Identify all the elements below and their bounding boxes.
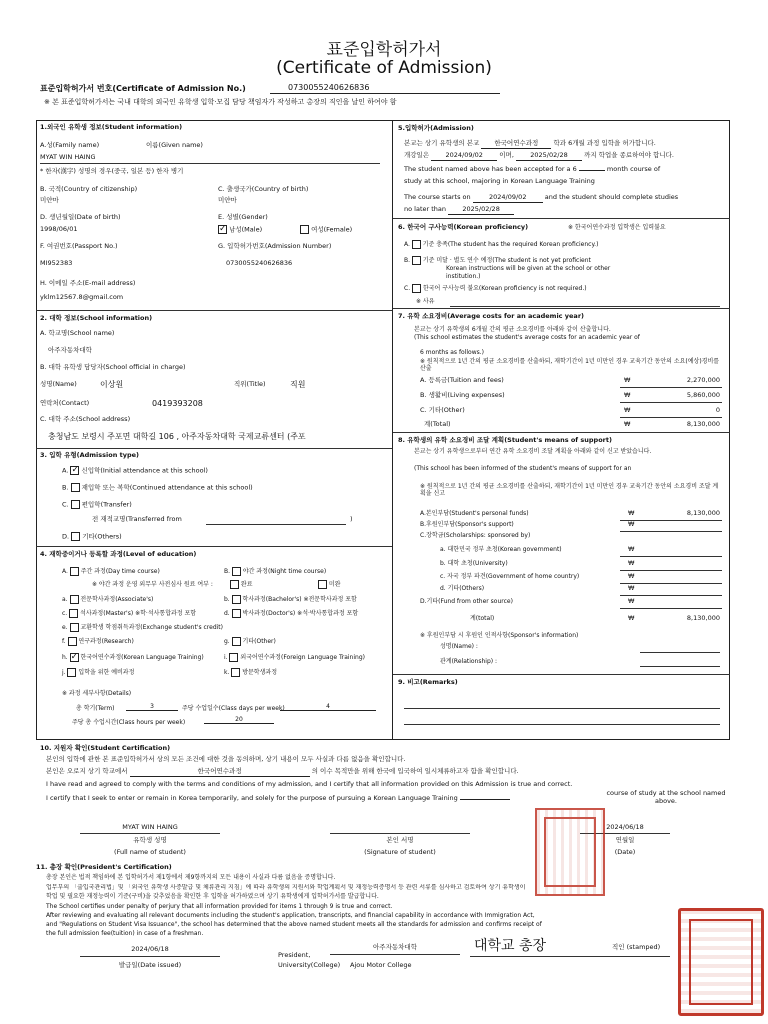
- admission-en3: The course starts on 2024/09/02 and the student should complete studies: [404, 193, 679, 201]
- currency-symbol: ₩: [628, 520, 635, 528]
- rule: [620, 520, 722, 521]
- rule: [620, 417, 722, 418]
- official-label: B. 대학 유학생 담당자(School official in charge): [40, 363, 186, 371]
- admission-no-label: 표준입학허가서 번호(Certificate of Admission No.): [40, 84, 246, 93]
- college-seal-stamp: [535, 808, 605, 896]
- support-total-label: 계(total): [470, 615, 495, 622]
- paren: ): [350, 515, 353, 523]
- other-fund-label: D.기타(Fund from other source): [420, 598, 513, 605]
- pres-en-1: The School certifies under penalty of perjury that all information provided for items 1 through 9 is true and correct.: [46, 903, 393, 910]
- edu-day: A. 주간 과정(Day time course): [62, 568, 160, 575]
- section11-heading: 11. 총장 확인(President's Certification): [36, 863, 172, 871]
- currency-symbol: ₩: [628, 509, 635, 517]
- admission-en2: study at this school, majoring in Korean Language Training: [404, 177, 595, 185]
- reason-label: ※ 사유: [416, 298, 435, 305]
- pres-en-4: the full admission fee(tuition) in case of a freshman.: [46, 930, 204, 937]
- sig-caption-ko: 본인 서명: [386, 836, 414, 844]
- sponsor-name-label: 성명(Name) :: [440, 643, 478, 650]
- rule: [620, 595, 722, 596]
- section5-heading: 5.입학허가(Admission): [398, 124, 474, 132]
- passport-value: MI952383: [40, 259, 73, 267]
- proficiency-b2: Korean instructions will be given at the school or other: [446, 265, 611, 272]
- section2-heading: 2. 대학 정보(School information): [40, 314, 153, 322]
- rule: [640, 652, 720, 653]
- currency-symbol: ₩: [628, 545, 635, 553]
- currency-symbol: ₩: [624, 376, 631, 384]
- personal-funds-label: A.본인부담(Student's personal funds): [420, 510, 529, 517]
- details-label: ※ 과정 세부사항(Details): [62, 690, 132, 697]
- checkbox-continued[interactable]: [71, 483, 80, 492]
- scholarship-others: d. 기타(Others): [440, 585, 485, 592]
- rule: [620, 608, 722, 609]
- edu-other: g. 기타(Other): [224, 638, 276, 645]
- column-divider: [392, 120, 393, 740]
- rule: [450, 306, 720, 307]
- cert-en-2b: course of study at the school named above.: [606, 789, 726, 805]
- edu-research: f. 연구과정(Research): [62, 638, 134, 645]
- divider: [36, 448, 392, 449]
- official-name-value: 이상원: [100, 380, 124, 389]
- checkbox-prep[interactable]: [67, 668, 76, 677]
- living-value: 5,860,000: [686, 391, 720, 399]
- admission-type-d: D. 기타(Others): [62, 532, 122, 541]
- edu-prep: j. 입학을 위한 예비과정: [62, 669, 135, 676]
- rule: [620, 583, 722, 584]
- checkbox-assoc[interactable]: [70, 595, 79, 604]
- checkbox-doctor[interactable]: [232, 609, 241, 618]
- issue-date-label: 발급일(Date issued): [118, 961, 182, 969]
- passport-label: F. 여권번호(Passport No.): [40, 242, 118, 250]
- email-label: H. 이메일 주소(E-mail address): [40, 279, 136, 287]
- email-value: yklm12567.8@gmail.com: [40, 293, 124, 301]
- scholarship-label: C.장학금(Scholarships: sponsored by): [420, 532, 531, 539]
- student-name-sign: MYAT WIN HAING: [122, 823, 178, 831]
- rule: [640, 666, 720, 667]
- divider: [393, 674, 730, 675]
- term-value: 3: [126, 703, 178, 711]
- edu-master: c. 석사과정(Master's) ※학·석사통합과정 포함: [62, 610, 197, 617]
- sponsor-info-label: ※ 후원인부담 시 후원인 인적사항(Sponsor's information): [420, 632, 579, 639]
- rule: [620, 387, 722, 388]
- school-address-label: C. 대학 주소(School address): [40, 415, 131, 423]
- admission-en1: The student named above has been accepted for a 6 month course of: [404, 165, 661, 173]
- divider: [393, 432, 730, 433]
- pres-en-3: and "Regulations on Student Visa Issuance", the school has determined that the above named student meets all the standards for admission and confirms receipt of: [46, 921, 542, 928]
- pres-en-2: After reviewing and evaluating all relevant documents including the student's application, transcripts, and financial capability in accordance with Immigration Act,: [46, 912, 535, 919]
- edu-korean: h. ✓ 한국어연수과정(Korean Language Training): [62, 653, 204, 662]
- personal-funds-value: 8,130,000: [686, 509, 720, 517]
- checkbox-others[interactable]: [71, 532, 80, 541]
- edu-visiting: k. 방문학생과정: [224, 669, 277, 676]
- other-cost-value: 0: [715, 406, 720, 414]
- official-title-label: 직위(Title): [234, 380, 266, 388]
- costs-p3: 6 months as follows.): [420, 349, 485, 356]
- birth-country-value: 미얀마: [218, 196, 237, 204]
- citizenship-label: B. 국적(Country of citizenship): [40, 185, 138, 193]
- night-notdone: 미완: [318, 580, 341, 589]
- divider: [393, 218, 730, 219]
- cert-ko-2: 본인은 오로지 상기 학교에서 한국어연수과정 의 이수 목적만을 위해 한국에 입국하여 일시체류하고자 함을 확인합니다.: [46, 767, 519, 775]
- sponsor-label: B.후원인부담(Sponsor's support): [420, 521, 514, 528]
- checkbox-korean[interactable]: [70, 653, 79, 662]
- divider: [36, 546, 392, 547]
- rule: [620, 531, 722, 532]
- issue-date: 2024/06/18: [131, 945, 169, 953]
- surname-label: A.성(Family name): [40, 141, 100, 149]
- checkbox-male[interactable]: [218, 225, 227, 234]
- support-note: ※ 원칙적으로 1년 간의 평균 소요경비를 산출하되, 재학기간이 1년 미만인 경우 교육기간 동안의 소요경비 조달 계획을 신고: [420, 483, 719, 498]
- checkbox-proficient[interactable]: [412, 240, 421, 249]
- date-caption-ko: 연월일: [615, 836, 635, 844]
- edu-exchange: e. 교환학생 학점취득과정(Exchange student's credit): [62, 624, 223, 631]
- living-label: B. 생활비(Living expenses): [420, 391, 505, 399]
- section1-heading: 1.외국인 유학생 정보(Student information): [40, 123, 183, 131]
- currency-symbol: ₩: [628, 572, 635, 580]
- university-label: University(College): [278, 961, 341, 969]
- contact-label: 연락처(Contact): [40, 399, 90, 407]
- rule: [404, 708, 720, 709]
- scholarship-home: c. 자국 정부 파견(Government of home country): [440, 573, 580, 580]
- costs-note: ※ 원칙적으로 1년 간의 평균 소요경비를 산출하되, 재학기간이 1년 미만인 경우 교육기간 동안의 소요(예상)경비를 산출: [420, 358, 720, 373]
- section8-heading: 8. 유학생의 유학 소요경비 조달 계획(Student's means of support): [398, 436, 612, 444]
- costs-p2: (This school estimates the student's average costs for an academic year of: [414, 334, 640, 341]
- edu-assoc: a. 전문학사과정(Associate's): [62, 596, 154, 603]
- birth-country-label: C. 출생국가(Country of birth): [218, 185, 309, 193]
- checkbox-notdone[interactable]: [318, 580, 327, 589]
- section3-heading: 3. 입학 유형(Admission type): [40, 451, 139, 459]
- checkbox-female[interactable]: [300, 225, 309, 234]
- pres-ko-3: 학업 및 필요한 재정능력이 기준(구비)을 갖추었음을 확인한 후 입학을 허가하였으며 상기 유학생에게 입학허가서를 발급합니다.: [46, 893, 379, 900]
- scholarship-gov: a. 대한민국 정부 초청(Korean government): [440, 546, 562, 553]
- school-name-value: 아주자동차대학: [48, 346, 92, 354]
- date-caption-en: (Date): [614, 848, 636, 856]
- section4-heading: 4. 재학중이거나 등록할 과정(Level of education): [40, 550, 197, 558]
- night-done: 완료: [230, 580, 253, 589]
- currency-symbol: ₩: [628, 597, 635, 605]
- checkbox-not-required[interactable]: [412, 284, 421, 293]
- currency-symbol: ₩: [624, 420, 631, 428]
- rule: [470, 956, 670, 957]
- divider: [393, 308, 730, 309]
- contact-value: 0419393208: [152, 399, 203, 408]
- rule: [404, 724, 720, 725]
- admission-notice: ※ 본 표준입학허가서는 국내 대학의 외국인 유학생 입학·모집 담당 책임자가 작성하고 총장의 직인을 날인 하여야 함: [44, 98, 397, 106]
- edu-night: B. 야간 과정(Night time course): [224, 568, 327, 575]
- checkbox-done[interactable]: [230, 580, 239, 589]
- student-name: MYAT WIN HAING: [40, 153, 96, 161]
- proficiency-b3: institution.): [446, 273, 481, 280]
- hours-value: 20: [204, 716, 274, 724]
- checkbox-not-proficient[interactable]: [412, 256, 421, 265]
- admission-number-label: G. 입학허가번호(Admission Number): [218, 242, 332, 250]
- official-name-label: 성명(Name): [40, 380, 77, 388]
- currency-symbol: ₩: [628, 584, 635, 592]
- support-p1: 본교는 상기 유학생으로부터 연간 유학 소요경비 조달 계획을 아래와 같이 신고 받았습니다.: [414, 448, 652, 455]
- president-title: 대학교 총장: [474, 938, 547, 954]
- pres-ko-1: 총장 본인은 법적 책임하에 본 입학허가서 제1항에서 제9항까지의 모든 내용이 사실과 다름 없음을 증명합니다.: [46, 874, 336, 881]
- term-label: 총 학기(Term): [76, 705, 115, 712]
- transfer-from-label: 전 재적교명(Transferred from: [92, 515, 182, 523]
- official-title-value: 직원: [290, 380, 306, 389]
- president-label: President,: [278, 951, 311, 959]
- edu-bach: b. 학사과정(Bachelor's) ※전문학사과정 포함: [224, 596, 357, 603]
- currency-symbol: ₩: [628, 614, 635, 622]
- president-seal-stamp: [678, 908, 764, 1016]
- pres-ko-2: 업무부의 「출입국관리법」및 「외국인 유학생 사증발급 및 체류관리 지침」에 따라 유학생의 지원서와 학업계획서 및 재정능력증명서 등 관련 서류를 심사하고 검토하여 상기 유학생이: [46, 884, 526, 891]
- proficiency-c: C. 한국어 구사능력 불요(Korean proficiency is not required.): [404, 285, 587, 292]
- cert-ko-1: 본인의 입학에 관한 본 표준입학허가서 상의 모든 조건에 대한 것을 동의하며, 상기 내용이 모두 사실과 다름 없음을 확인합니다.: [46, 755, 406, 763]
- student-date: 2024/06/18: [606, 823, 644, 831]
- rule: [80, 833, 220, 834]
- school-address-value: 충청남도 보령시 주포면 대학길 106 , 아주자동차대학 국제교류센터 (주포: [48, 432, 306, 441]
- given-name-label: 이름(Given name): [146, 141, 203, 149]
- tuition-value: 2,270,000: [686, 376, 720, 384]
- other-cost-label: C. 기타(Other): [420, 406, 465, 414]
- checkbox-other[interactable]: [232, 637, 241, 646]
- currency-symbol: ₩: [624, 406, 631, 414]
- hanja-note: * 한자(漢字) 성명의 경우(중국, 일본 등) 한자 병기: [40, 167, 184, 175]
- checkbox-day[interactable]: [70, 567, 79, 576]
- rule: [80, 956, 220, 957]
- cert-en-1: I have read and agreed to comply with the terms and conditions of my admission, and I certify that all information provided on this Admission is true and correct.: [46, 780, 573, 788]
- section6-heading: 6. 한국어 구사능력(Korean proficiency): [398, 223, 529, 231]
- college-name-en: Ajou Motor College: [350, 961, 412, 969]
- admission-type-b: B. 재입학 또는 복학(Continued attendance at this school): [62, 483, 253, 492]
- edu-doctor: d. 박사과정(Doctor's) ※석·박사통합과정 포함: [224, 610, 359, 617]
- checkbox-transfer[interactable]: [71, 500, 80, 509]
- edu-foreign: i. 외국어연수과정(Foreign Language Training): [224, 654, 365, 661]
- rule: [620, 402, 722, 403]
- rule: [206, 524, 346, 525]
- support-total-value: 8,130,000: [686, 614, 720, 622]
- admission-no-value: 0730055240626836: [270, 83, 500, 94]
- name-caption-en: (Full name of student): [114, 848, 186, 856]
- currency-symbol: ₩: [624, 391, 631, 399]
- admission-number-value: 0730055240626836: [226, 259, 293, 267]
- proficiency-b: B. 기준 미달 · 별도 연수 예정(The student is not yet proficient: [404, 257, 591, 264]
- rule: [40, 163, 380, 164]
- total-cost-value: 8,130,000: [686, 420, 720, 428]
- seal-label: 직인 (stamped): [612, 943, 661, 951]
- admission-line1: 본교는 상기 유학생의 본교 한국어연수과정 학과 6개월 과정 입학을 허가합니다.: [404, 139, 656, 147]
- title-korean: 표준입학허가서: [326, 40, 442, 60]
- gender-female: 여성(Female): [300, 225, 352, 234]
- dob-label: D. 생년월일(Date of birth): [40, 213, 121, 221]
- night-note: ※ 야간 과정 운영 외무부 사전심사 원료 여부 :: [92, 581, 213, 588]
- admission-en4: no later than 2025/02/28: [404, 206, 514, 215]
- cert-en-2: I certify that I seek to enter or remain in Korea temporarily, and solely for the purpose of pursuing a Korean Language Training: [46, 795, 510, 803]
- title-english: (Certificate of Admission): [276, 58, 492, 78]
- checkbox-bach[interactable]: [232, 595, 241, 604]
- section10-heading: 10. 지원자 확인(Student Certification): [40, 744, 171, 752]
- rule: [620, 556, 722, 557]
- section9-heading: 9. 비고(Remarks): [398, 678, 458, 686]
- sig-caption-en: (Signature of student): [364, 848, 436, 856]
- citizenship-value: 미얀마: [40, 196, 59, 204]
- tuition-label: A. 등록금(Tuition and fees): [420, 376, 504, 384]
- name-caption-ko: 유학생 성명: [133, 836, 167, 844]
- admission-type-a: A. ✓ 신입학(Initial attendance at this school): [62, 466, 208, 475]
- currency-symbol: ₩: [628, 559, 635, 567]
- dob-value: 1998/06/01: [40, 225, 78, 233]
- days-value: 4: [280, 703, 376, 711]
- checkbox-exchange[interactable]: [70, 623, 79, 632]
- checkbox-initial[interactable]: [70, 466, 79, 475]
- rule: [620, 570, 722, 571]
- checkbox-research[interactable]: [68, 637, 77, 646]
- sponsor-rel-label: 관계(Relationship) :: [440, 658, 498, 665]
- divider: [36, 310, 392, 311]
- hours-label: 주당 총 수업시간(Class hours per week): [72, 719, 186, 726]
- support-p2: (This school has been informed of the student's means of support for an: [414, 465, 632, 472]
- admission-type-c: C. 편입학(Transfer): [62, 500, 132, 509]
- form-frame: [36, 120, 730, 740]
- college-name-ko: 아주자동차대학: [373, 943, 417, 951]
- gender-label: E. 성별(Gender): [218, 213, 268, 221]
- checkbox-master[interactable]: [69, 609, 78, 618]
- total-cost-label: 계(Total): [424, 420, 451, 428]
- gender-male: ✓ 남성(Male): [218, 225, 262, 234]
- checkbox-foreign[interactable]: [229, 653, 238, 662]
- proficiency-note: ※ 한국어연수과정 입학생은 입력불요: [568, 224, 666, 231]
- checkbox-visiting[interactable]: [231, 668, 240, 677]
- school-name-label: A. 학교명(School name): [40, 329, 115, 337]
- scholarship-univ: b. 대학 초청(University): [440, 560, 508, 567]
- rule: [330, 833, 470, 834]
- proficiency-a: A. 기준 충족(The student has the required Korean proficiency.): [404, 241, 599, 248]
- checkbox-night[interactable]: [232, 567, 241, 576]
- admission-line2: 개강일은 2024/09/02 이며, 2025/02/28 까지 학업을 종료하여야 합니다.: [404, 151, 674, 159]
- section7-heading: 7. 유학 소요경비(Average costs for an academic year): [398, 312, 584, 320]
- costs-p1: 본교는 상기 유학생의 6개월 간의 평균 소요경비를 아래와 같이 산출합니다.: [414, 326, 611, 333]
- rule: [330, 954, 460, 955]
- days-label: 주당 수업일수(Class days per week): [182, 705, 285, 712]
